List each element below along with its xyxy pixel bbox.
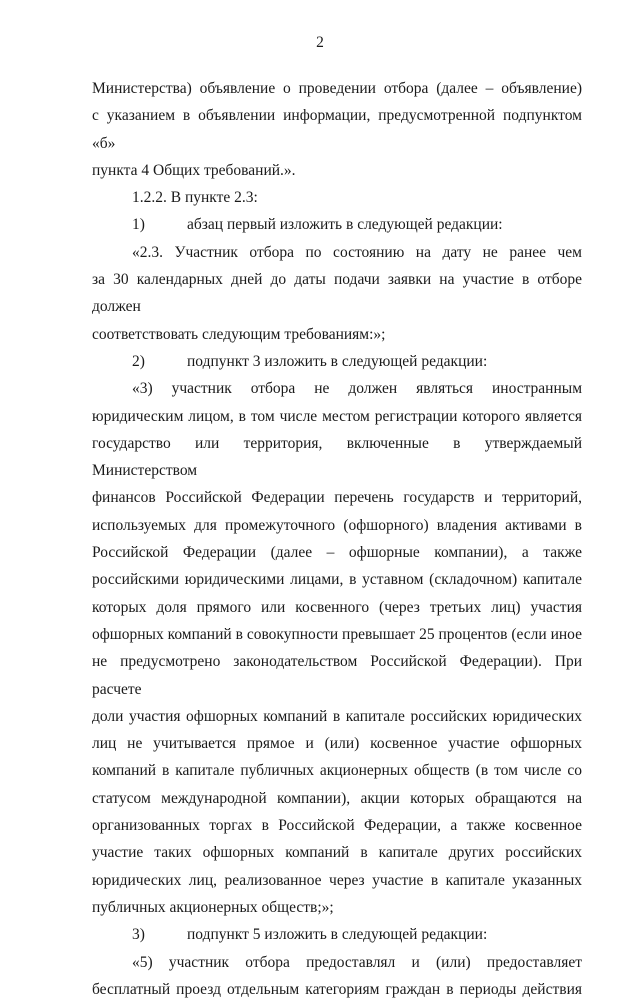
text-line: «3) участник отбора не должен являться иностранным — [132, 380, 582, 398]
text-line: соответствовать следующим требованиям:»; — [92, 325, 386, 343]
section-heading: 1.2.2. В пункте 2.3: — [132, 189, 258, 207]
text-line: государство или территория, включенные в утверждаемый Министерством — [92, 434, 582, 480]
list-item — [92, 348, 582, 375]
text-line: Министерства) объявление о проведении отбора (далее – объявление) — [92, 80, 582, 97]
text-line: организованных торгах в Российской Федерации, а также косвенное — [92, 817, 582, 835]
list-item-text: подпункт 3 изложить в следующей редакции: — [187, 352, 488, 370]
text-line: доли участия офшорных компаний в капитале российских юридических — [92, 707, 582, 725]
text-line: «2.3. Участник отбора по состоянию на дату не ранее чем — [132, 243, 582, 261]
text-line: бесплатный проезд отдельным категориям граждан в периоды действия — [92, 980, 582, 998]
text-line: лиц не учитывается прямое и (или) косвенное участие офшорных — [92, 735, 582, 753]
text-line: офшорных компаний в совокупности превышает 25 процентов (если иное — [92, 625, 582, 643]
text-line: которых доля прямого или косвенного (через третьих лиц) участия — [92, 598, 582, 616]
text-line: пункта 4 Общих требований.». — [92, 161, 296, 179]
document-body — [92, 75, 582, 1003]
text-line: участие таких офшорных компаний в капитале других российских — [92, 844, 582, 862]
list-item-text: подпункт 5 изложить в следующей редакции: — [187, 926, 488, 944]
text-line: используемых для промежуточного (офшорного) владения активами в — [92, 516, 582, 534]
text-line: публичных акционерных обществ;»; — [92, 898, 334, 916]
text-line: юридических лиц, реализованное через участие в капитале указанных — [92, 871, 582, 889]
text-line: с указанием в объявлении информации, предусмотренной подпунктом «б» — [92, 107, 582, 152]
text-line: не предусмотрено законодательством Российской Федерации). При расчете — [92, 653, 582, 698]
text-line: финансов Российской Федерации перечень государств и территорий, — [92, 489, 582, 507]
list-item-number: 2) — [132, 352, 145, 370]
text-line: российскими юридическими лицами, в уставном (складочном) капитале — [92, 571, 582, 589]
list-item-number: 3) — [132, 926, 145, 944]
list-item-number: 1) — [132, 216, 145, 234]
text-line: Российской Федерации (далее – офшорные компании), а также — [92, 544, 582, 562]
list-item-text: абзац первый изложить в следующей редакции: — [187, 216, 503, 234]
text-line: статусом международной компании), акции которых обращаются на — [92, 789, 582, 807]
list-item — [92, 211, 582, 238]
text-line: «5) участник отбора предоставлял и (или) предоставляет — [132, 953, 582, 971]
page-number: 2 — [316, 34, 324, 51]
text-line: юридическим лицом, в том числе местом регистрации которого является — [92, 407, 582, 425]
list-item — [92, 921, 582, 948]
text-line: компаний в капитале публичных акционерных обществ (в том числе со — [92, 762, 582, 780]
text-line: за 30 календарных дней до даты подачи заявки на участие в отборе должен — [92, 271, 582, 316]
